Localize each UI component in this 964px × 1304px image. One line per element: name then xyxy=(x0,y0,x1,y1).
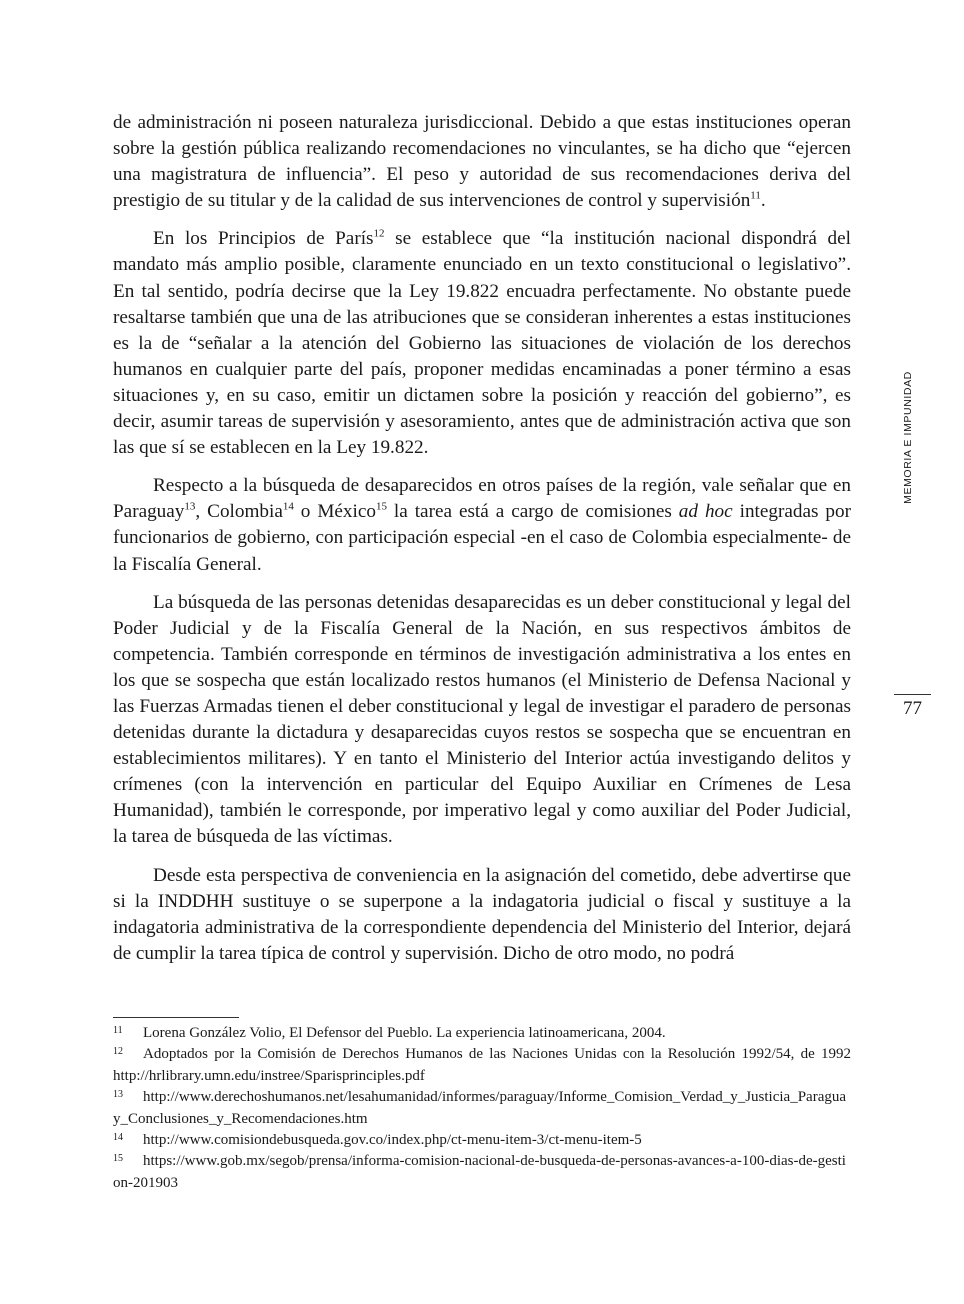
text-run: . xyxy=(760,190,766,212)
footnote-ref-13[interactable]: 13 xyxy=(184,500,196,513)
footnote-divider xyxy=(113,1017,239,1018)
text-run: la tarea está a cargo de comisiones xyxy=(386,501,679,523)
running-header-vertical: MEMORIA E IMPUNIDAD xyxy=(902,371,914,504)
footnote-number: 14 xyxy=(113,1132,123,1144)
footnote-14 xyxy=(113,1130,851,1151)
paragraph-5 xyxy=(113,863,851,967)
paragraph-2 xyxy=(113,226,851,461)
footnote-ref-15[interactable]: 15 xyxy=(375,500,387,513)
text-run: , Colombia xyxy=(195,501,283,523)
text-run: integradas por funcionarios de gobierno, con participación especial -en el caso de Colombia especialmente- de la Fiscalía General. xyxy=(113,501,851,575)
footnote-15 xyxy=(113,1151,851,1194)
body-text xyxy=(113,110,851,979)
text-run: o México xyxy=(293,501,376,523)
text-run: se establece que “la institución nacional dispondrá del mandato más amplio posible, claramente enunciado en un texto constitucional o legislativo”. En tal sentido, podría decirse que la Ley 19.822 encuadra perfectamente. No obstante puede resaltarse también que una de las atribuciones que se consideran inherentes a estas instituciones es la de “señalar a la atención del Gobierno las situaciones de violación de los derechos humanos en cualquier parte del país, proponer medidas encaminadas a poner término a esas situaciones y, en su caso, emitir un dictamen sobre la posición y reacción del gobierno”, es decir, asumir tareas de supervisión y asesoramiento, antes que de administración activa que son las que sí se establecen en la Ley 19.822. xyxy=(113,228,851,459)
footnote-link[interactable]: http://www.comisiondebusqueda.gov.co/index.php/ct-menu-item-3/ct-menu-item-5 xyxy=(143,1132,642,1149)
footnote-number: 12 xyxy=(113,1046,123,1058)
footnote-link[interactable]: https://www.gob.mx/segob/prensa/informa-comision-nacional-de-busqueda-de-personas-avances-a-100-dias-de-gestion-201903 xyxy=(113,1153,846,1191)
text-run: En los Principios de París xyxy=(153,228,374,250)
text-run: La búsqueda de las personas detenidas desaparecidas es un deber constitucional y legal del Poder Judicial y de la Fiscalía General de la Nación, en sus respectivos ámbitos de competencia. También corresponde en términos de investigación administrativa a los entes en los que se sospecha que están localizado restos humanos (el Ministerio de Defensa Nacional y las Fuerzas Armadas tienen el deber constitucional y legal de investigar el paradero de personas detenidas durante la dictadura y desaparecidas cuyos restos se sospecha que se encuentran en establecimientos militares). Y en tanto el Ministerio del Interior actúa investigando delitos y crímenes (con la intervención en particular del Equipo Auxiliar en Crímenes de Lesa Humanidad), también le corresponde, por imperativo legal y como auxiliar del Poder Judicial, la tarea de búsqueda de las víctimas. xyxy=(113,591,851,848)
footnote-12 xyxy=(113,1044,851,1087)
footnote-11 xyxy=(113,1023,851,1044)
paragraph-1 xyxy=(113,110,851,214)
footnote-13 xyxy=(113,1087,851,1130)
footnote-ref-12[interactable]: 12 xyxy=(373,227,385,240)
footnote-text[interactable]: Adoptados por la Comisión de Derechos Humanos de las Naciones Unidas con la Resolución 1992/54, de 1992 http://hrlibrary.umn.edu/instree/Sparisprinciples.pdf xyxy=(113,1046,851,1084)
footnote-number: 15 xyxy=(113,1153,123,1165)
footnote-number: 13 xyxy=(113,1089,123,1101)
footnote-ref-11[interactable]: 11 xyxy=(750,189,761,202)
footnotes xyxy=(113,1023,851,1194)
footnote-ref-14[interactable]: 14 xyxy=(282,500,294,513)
text-run: Respecto a la búsqueda de desaparecidos en otros países de la región, vale señalar que en Paraguay xyxy=(113,475,851,523)
text-run: Desde esta perspectiva de conveniencia en la asignación del cometido, debe advertirse que si la INDDHH sustituye o se superpone a la indagatoria judicial o fiscal y sustituye a la indagatoria administrativa de la correspondiente dependencia del Ministerio del Interior, dejará de cumplir la tarea típica de control y supervisión. Dicho de otro modo, no podrá xyxy=(113,864,851,964)
italic-term: ad hoc xyxy=(678,501,733,523)
paragraph-4 xyxy=(113,590,851,851)
page-number: 77 xyxy=(903,698,922,719)
footnote-text: Lorena González Volio, El Defensor del Pueblo. La experiencia latinoamericana, 2004. xyxy=(143,1025,666,1041)
footnote-link[interactable]: http://www.derechoshumanos.net/lesahumanidad/informes/paraguay/Informe_Comision_Verdad_y_Justicia_Paraguay_Conclusiones_y_Recomendaciones.htm xyxy=(113,1089,847,1127)
page-number-rule xyxy=(894,694,931,695)
paragraph-3 xyxy=(113,473,851,577)
footnote-number: 11 xyxy=(113,1025,123,1036)
text-run: de administración ni poseen naturaleza jurisdiccional. Debido a que estas instituciones operan sobre la gestión pública realizando recomendaciones no vinculantes, se ha dicho que “ejercen una magistratura de influencia”. El peso y autoridad de sus recomendaciones deriva del prestigio de su titular y de la calidad de sus intervenciones de control y supervisión xyxy=(113,112,851,212)
